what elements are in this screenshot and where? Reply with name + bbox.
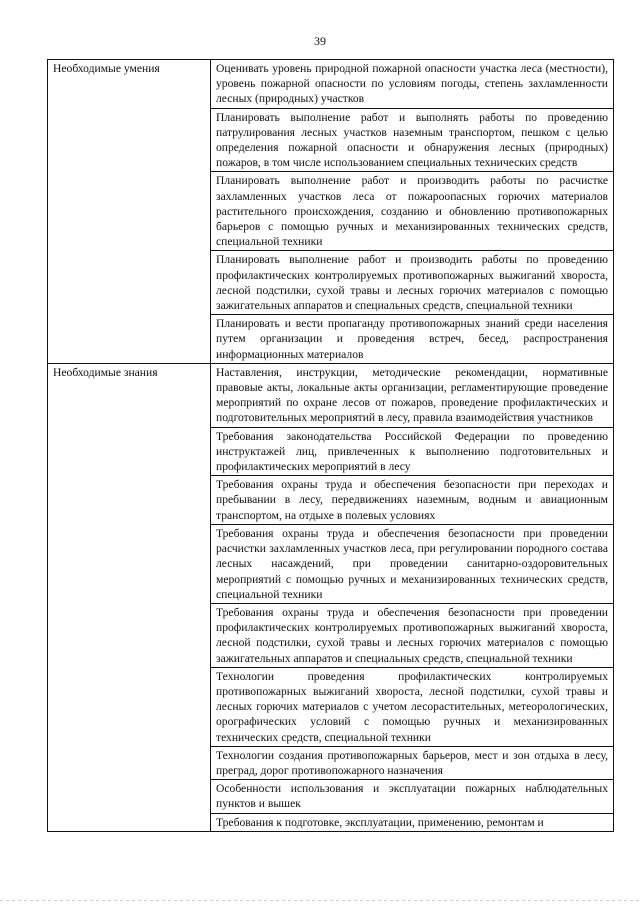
skill-item: Планировать и вести пропаганду противопожарных знаний среди населения путем организации и проведения встреч, бесед, распространения информационных материалов [211, 315, 614, 364]
skill-item: Планировать выполнение работ и производить работы по проведению профилактических контролируемых противопожарных выжиганий хвороста, лесной подстилки, сухой травы и лесных горючих материалов с помощью зажигательных аппаратов и специальных средств, специальной техники [211, 251, 614, 315]
page-edge-divider [0, 900, 640, 901]
section-label-knowledge: Необходимые знания [48, 363, 211, 831]
knowledge-item: Требования законодательства Российской Федерации по проведению инструктажей лиц, привлеченных к выполнению подготовительных и профилактических мероприятий в лесу [211, 427, 614, 476]
skill-item: Планировать выполнение работ и производить работы по расчистке захламленных участков леса от пожароопасных горючих материалов растительного происхождения, созданию и обновлению противопожарных барьеров с помощью ручных и механизированных технических средств, специальной техники [211, 172, 614, 251]
table-row [48, 60, 614, 109]
page-number: 39 [314, 34, 326, 48]
knowledge-item: Требования охраны труда и обеспечения безопасности при проведении профилактических контролируемых противопожарных выжиганий хвороста, лесной подстилки, сухой травы и лесных горючих материалов с помощью зажигательных аппаратов и специальных средств, специальной техники [211, 603, 614, 667]
table-row [48, 363, 614, 427]
knowledge-item: Наставления, инструкции, методические рекомендации, нормативные правовые акты, локальные акты организации, регламентирующие проведение мероприятий по охране лесов от пожаров, проведение профилактических и подготовительных мероприятий в лесу, правила взаимодействия участников [211, 363, 614, 427]
knowledge-item: Технологии создания противопожарных барьеров, мест и зон отдыха в лесу, преград, дорог противопожарного назначения [211, 746, 614, 779]
knowledge-item: Технологии проведения профилактических контролируемых противопожарных выжиганий хвороста, лесной подстилки, сухой травы и лесных горючих материалов с учетом лесорастительных, метеорологических, орографических условий с помощью ручных и механизированных технических средств, специальной техники [211, 667, 614, 746]
section-label-skills: Необходимые умения [48, 60, 211, 364]
knowledge-item: Требования охраны труда и обеспечения безопасности при проведении расчистки захламленных участков леса, при регулировании породного состава лесных насаждений, при проведении санитарно-оздоровительных мероприятий с помощью ручных и механизированных технических средств, специальной техники [211, 524, 614, 603]
skill-item: Планировать выполнение работ и выполнять работы по проведению патрулирования лесных участков наземным транспортом, пешком с целью определения пожарной опасности и обнаружения лесных (природных) пожаров, в том числе использованием специальных технических средств [211, 108, 614, 172]
knowledge-item: Требования охраны труда и обеспечения безопасности при переходах и пребывании в лесу, передвижениях наземным, водным и авиационным транспортом, на отдыхе в полевых условиях [211, 476, 614, 525]
knowledge-item: Требования к подготовке, эксплуатации, применению, ремонтам и [211, 813, 614, 831]
competency-table [47, 59, 614, 832]
knowledge-item: Особенности использования и эксплуатации пожарных наблюдательных пунктов и вышек [211, 780, 614, 813]
skill-item: Оценивать уровень природной пожарной опасности участка леса (местности), уровень пожарной опасности по условиям погоды, степень захламленности лесных (природных) участков [211, 60, 614, 109]
